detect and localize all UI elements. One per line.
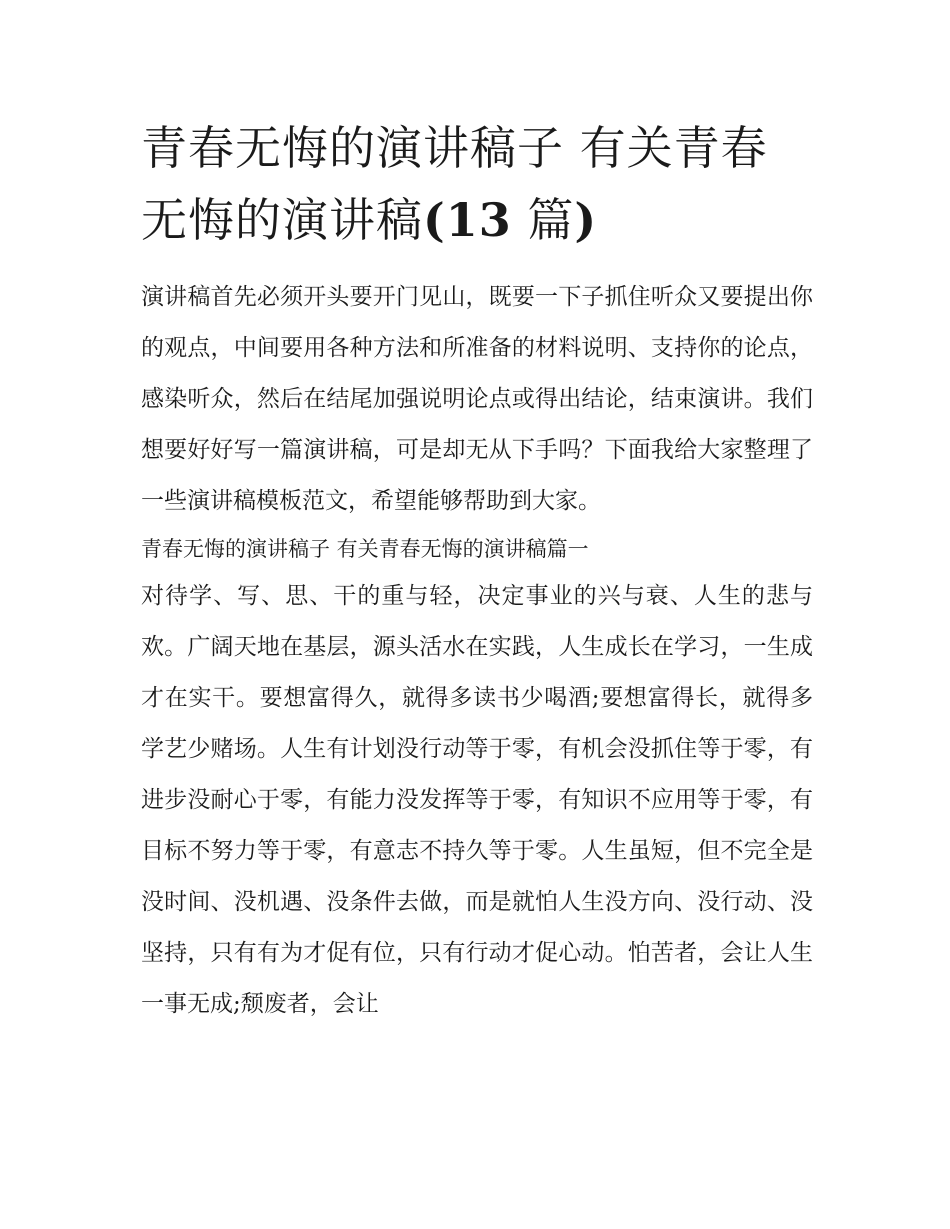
title-line-2-prefix: 无悔的演讲稿 <box>141 193 423 247</box>
title-line-2-close: ) <box>574 193 598 247</box>
body-paragraph: 对待学、写、思、干的重与轻，决定事业的兴与衰、人生的悲与欢。广阔天地在基层，源头活水在实践，人生成长在学习，一生成才在实干。要想富得久，就得多读书少喝酒;要想富得长，就得多学艺少赌场。人生有计划没行动等于零，有机会没抓住等于零，有进步没耐心于零，有能力没发挥等于零，有知识不应用等于零，有目标不努力等于零，有意志不持久等于零。人生虽短，但不完全是没时间、没机遇、没条件去做，而是就怕人生没方向、没行动、没坚持，只有有为才促有位，只有行动才促心动。怕苦者，会让人生一事无成;颓废者，会让 <box>141 583 813 1017</box>
title-line-1: 青春无悔的演讲稿子 有关青春 <box>141 121 768 175</box>
document-title <box>141 112 813 256</box>
title-line-2-suffix: 篇 <box>527 193 575 247</box>
title-line-2-number: (13 <box>423 193 512 247</box>
document-page <box>141 112 813 1030</box>
intro-paragraph: 演讲稿首先必须开头要开门见山，既要一下子抓住听众又要提出你的观点，中间要用各种方法和所准备的材料说明、支持你的论点，感染听众，然后在结尾加强说明论点或得出结论，结束演讲。我们想要好好写一篇演讲稿，可是却无从下手吗？下面我给大家整理了一些演讲稿模板范文，希望能够帮助到大家。 <box>141 284 813 514</box>
section-heading: 青春无悔的演讲稿子 有关青春无悔的演讲稿篇一 <box>141 537 589 561</box>
